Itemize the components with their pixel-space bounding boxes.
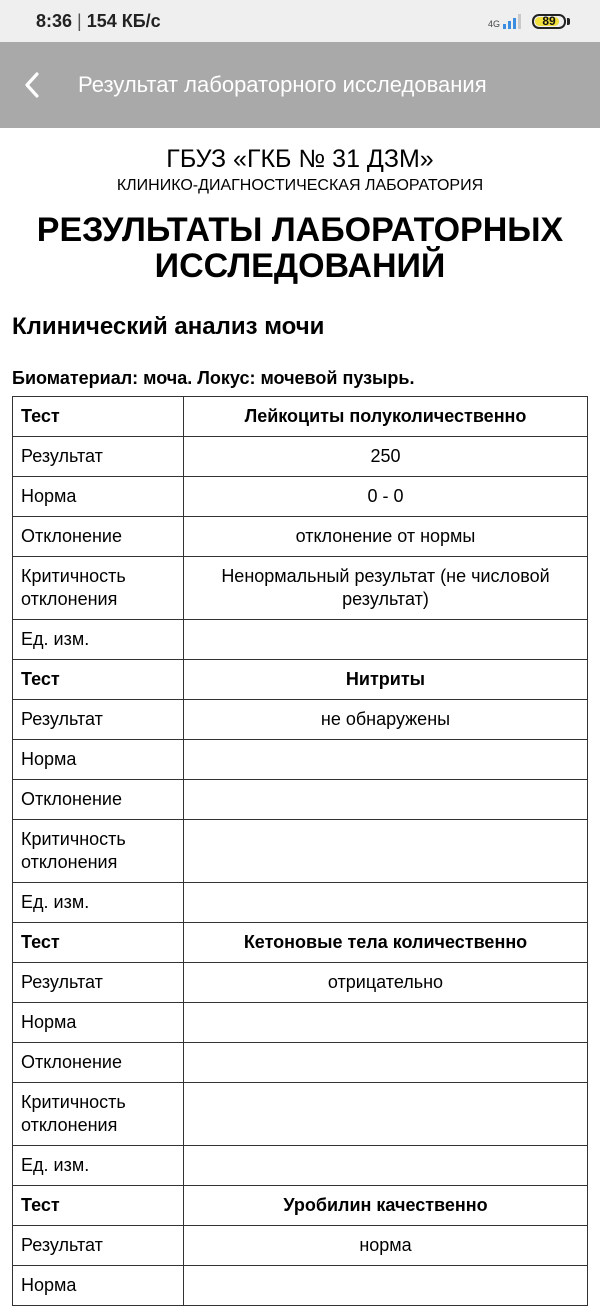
- units-label: Ед. изм.: [13, 883, 184, 923]
- norm-label: Норма: [13, 1003, 184, 1043]
- units-label: Ед. изм.: [13, 620, 184, 660]
- test-name: Нитриты: [184, 660, 588, 700]
- result-label: Результат: [13, 1226, 184, 1266]
- deviation-value: [184, 1043, 588, 1083]
- criticality-label: Критичность отклонения: [13, 557, 184, 620]
- result-value: отрицательно: [184, 963, 588, 1003]
- table-row: [13, 517, 588, 557]
- result-label: Результат: [13, 437, 184, 477]
- battery-tip: [567, 18, 570, 25]
- table-row: [13, 1266, 588, 1306]
- norm-value: [184, 1003, 588, 1043]
- criticality-value: [184, 1083, 588, 1146]
- test-label: Тест: [13, 923, 184, 963]
- report-content: [0, 128, 600, 1306]
- analysis-title: Клинический анализ мочи: [12, 313, 325, 340]
- criticality-value: [184, 820, 588, 883]
- deviation-label: Отклонение: [13, 1043, 184, 1083]
- table-row: [13, 557, 588, 620]
- network-type: 4G: [487, 19, 500, 29]
- deviation-label: Отклонение: [13, 780, 184, 820]
- app-title: Результат лабораторного исследования: [78, 72, 487, 97]
- table-row: [13, 397, 588, 437]
- test-label: Тест: [13, 660, 184, 700]
- clock: 8:36: [36, 10, 73, 31]
- battery-level: 89: [542, 14, 556, 28]
- table-row: [13, 820, 588, 883]
- table-row: [13, 660, 588, 700]
- table-row: [13, 1003, 588, 1043]
- result-label: Результат: [13, 700, 184, 740]
- table-row: [13, 1146, 588, 1186]
- table-row: [13, 477, 588, 517]
- chevron-left-icon: [22, 70, 42, 100]
- test-name: Уробилин качественно: [184, 1186, 588, 1226]
- norm-value: [184, 1266, 588, 1306]
- table-row: [13, 620, 588, 660]
- result-value: норма: [184, 1226, 588, 1266]
- result-value: не обнаружены: [184, 700, 588, 740]
- network-speed: 154 КБ/с: [86, 10, 161, 31]
- norm-label: Норма: [13, 740, 184, 780]
- biomaterial-info: Биоматериал: моча. Локус: мочевой пузырь.: [12, 368, 415, 388]
- status-indicators: [488, 13, 570, 29]
- deviation-value: [184, 780, 588, 820]
- test-label: Тест: [13, 397, 184, 437]
- deviation-value: отклонение от нормы: [184, 517, 588, 557]
- table-row: [13, 437, 588, 477]
- test-name: Лейкоциты полуколичественно: [184, 397, 588, 437]
- table-row: [13, 1226, 588, 1266]
- test-label: Тест: [13, 1186, 184, 1226]
- table-row: [13, 1186, 588, 1226]
- result-value: 250: [184, 437, 588, 477]
- units-value: [184, 1146, 588, 1186]
- status-time: 8:36 | 154 КБ/с: [36, 10, 161, 31]
- app-bar: [0, 42, 600, 128]
- criticality-label: Критичность отклонения: [13, 1083, 184, 1146]
- criticality-label: Критичность отклонения: [13, 820, 184, 883]
- table-row: [13, 780, 588, 820]
- units-value: [184, 620, 588, 660]
- criticality-value: Ненормальный результат (не числовой результат): [184, 557, 588, 620]
- table-row: [13, 1083, 588, 1146]
- units-label: Ед. изм.: [13, 1146, 184, 1186]
- norm-label: Норма: [13, 477, 184, 517]
- laboratory-name: КЛИНИКО-ДИАГНОСТИЧЕСКАЯ ЛАБОРАТОРИЯ: [116, 177, 484, 194]
- battery-icon: [532, 14, 566, 29]
- test-name: Кетоновые тела количественно: [184, 923, 588, 963]
- organization-name: ГБУЗ «ГКБ № 31 ДЗМ»: [166, 145, 434, 173]
- status-bar: [0, 0, 600, 42]
- table-row: [13, 883, 588, 923]
- report-title: РЕЗУЛЬТАТЫ ЛАБОРАТОРНЫХ ИССЛЕДОВАНИЙ: [36, 211, 564, 285]
- table-row: [13, 923, 588, 963]
- back-button[interactable]: [0, 42, 64, 128]
- deviation-label: Отклонение: [13, 517, 184, 557]
- results-table: [12, 396, 588, 1306]
- table-row: [13, 700, 588, 740]
- norm-value: 0 - 0: [184, 477, 588, 517]
- table-row: [13, 1043, 588, 1083]
- signal-indicator: [488, 13, 524, 29]
- result-label: Результат: [13, 963, 184, 1003]
- signal-icon: [502, 13, 524, 29]
- units-value: [184, 883, 588, 923]
- norm-value: [184, 740, 588, 780]
- norm-label: Норма: [13, 1266, 184, 1306]
- table-row: [13, 740, 588, 780]
- table-row: [13, 963, 588, 1003]
